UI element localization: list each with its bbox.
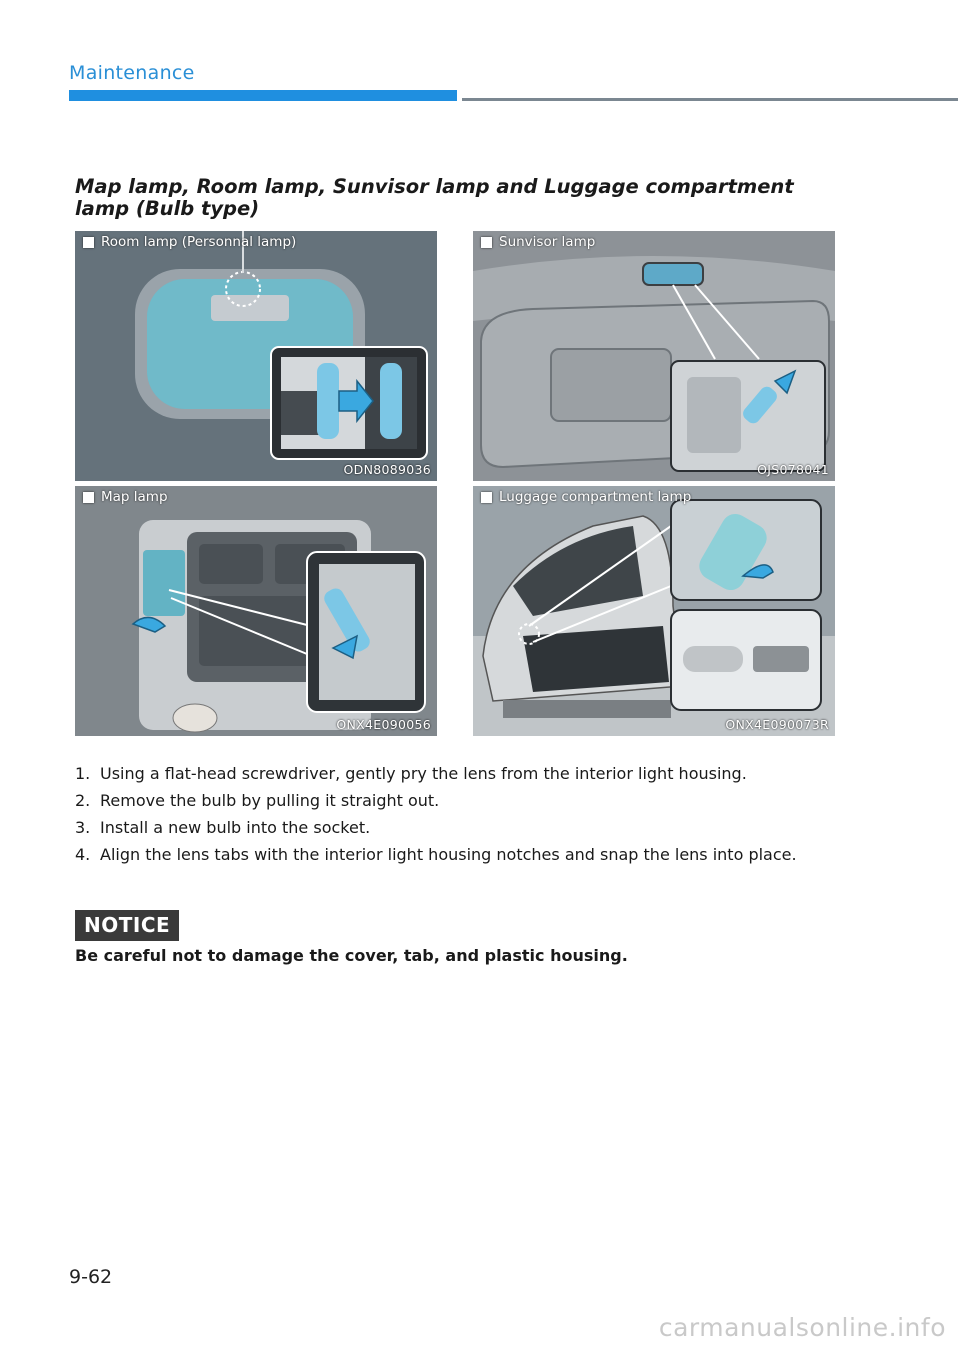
notice-badge: NOTICE (75, 910, 179, 941)
figure-label: Sunvisor lamp (481, 234, 595, 250)
figure-luggage-lamp (473, 486, 835, 736)
figure-map-lamp (75, 486, 437, 736)
figure-code: ONX4E090056 (336, 717, 431, 732)
figure-label: Luggage compartment lamp (481, 489, 691, 505)
square-bullet-icon (481, 237, 492, 248)
step-item (75, 789, 835, 812)
step-text: Using a flat-head screwdriver, gently pry the lens from the interior light housing. (100, 764, 747, 783)
step-number: 1. (75, 764, 91, 783)
step-number: 2. (75, 791, 91, 810)
watermark: carmanualsonline.info (658, 1313, 946, 1342)
square-bullet-icon (481, 492, 492, 503)
figure-code: OJS078041 (757, 462, 829, 477)
section-header: Maintenance (69, 62, 195, 84)
procedure-steps (75, 762, 835, 870)
page-number: 9-62 (69, 1266, 113, 1288)
figure-sunvisor-lamp (473, 231, 835, 481)
step-number: 4. (75, 845, 91, 864)
step-item (75, 816, 835, 839)
figure-label: Room lamp (Personnal lamp) (83, 234, 296, 250)
figure-room-lamp (75, 231, 437, 481)
header-rule (462, 98, 958, 101)
figure-label: Map lamp (83, 489, 168, 505)
map-lamp-illustration (75, 486, 437, 736)
square-bullet-icon (83, 492, 94, 503)
step-text: Align the lens tabs with the interior light housing notches and snap the lens into place. (100, 845, 797, 864)
square-bullet-icon (83, 237, 94, 248)
notice-text: Be careful not to damage the cover, tab, and plastic housing. (75, 946, 628, 965)
figure-code: ODN8089036 (343, 462, 431, 477)
figure-code: ONX4E090073R (725, 717, 829, 732)
step-text: Install a new bulb into the socket. (100, 818, 371, 837)
step-number: 3. (75, 818, 91, 837)
step-text: Remove the bulb by pulling it straight out. (100, 791, 440, 810)
step-item (75, 843, 835, 866)
header-accent-bar (69, 90, 457, 101)
sunvisor-lamp-illustration (473, 231, 835, 481)
page-title: Map lamp, Room lamp, Sunvisor lamp and Luggage compartment lamp (Bulb type) (75, 175, 794, 220)
luggage-lamp-illustration (473, 486, 835, 736)
step-item (75, 762, 835, 785)
room-lamp-illustration (75, 231, 437, 481)
